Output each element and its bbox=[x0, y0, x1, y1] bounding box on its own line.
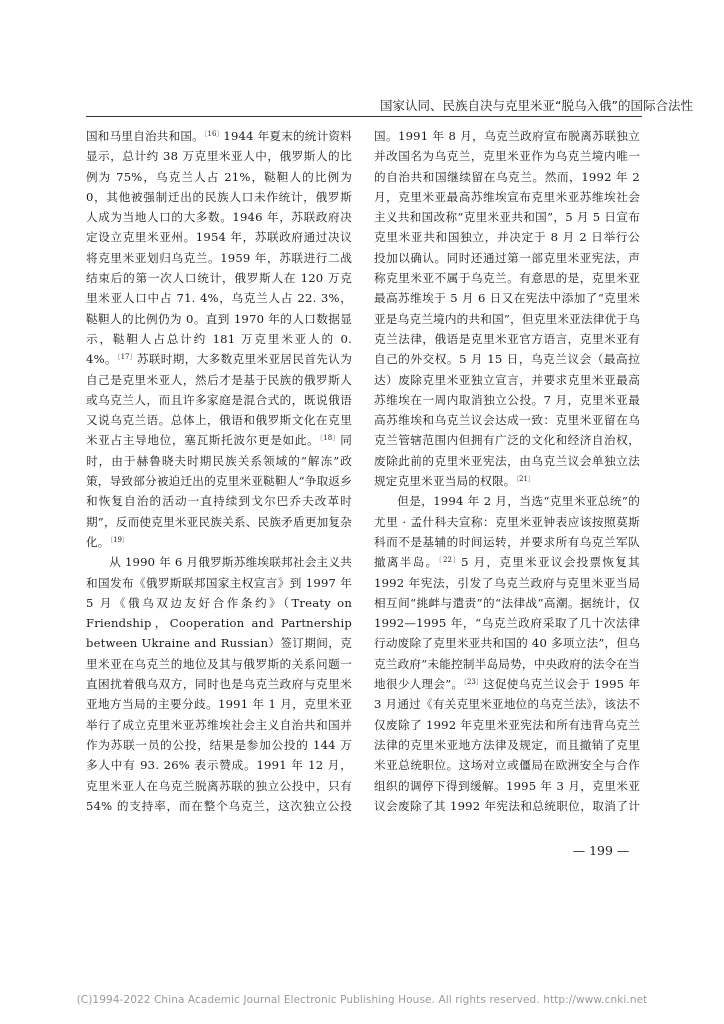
footnote-ref: 〔22〕 bbox=[438, 556, 462, 565]
body-paragraph bbox=[86, 126, 352, 552]
paragraph-text: 这促使乌克兰议会于 1995 年 3 月通过《有关克里米亚地位的乌克兰法》，该法不仅废除了 1992 年克里米亚宪法和所有违背乌克兰法律的克里米亚地方法律及规定，而且撤销了克里米亚总统职位。这场对立或僵局在欧洲安全与合作组织的调停下得到缓解。1995 年 3 月，克里米亚议会废除了其 1992 年宪法和总统职位，取消了计 bbox=[374, 677, 640, 813]
paragraph-text: 从 1990 年 6 月俄罗斯苏维埃联邦社会主义共和国发布《俄罗斯联邦国家主权宣言》到 1997 年 5 月《俄乌双边友好合作条约》（Treaty on Friendship，Cooperation and Partnership between Ukraine and Russian）签订期间，克里米亚在乌克兰的地位及其与俄罗斯的关系问题一直困扰着俄乌双方，同时也是乌克兰政府与克里米亚地方当局的主要分歧。1991 年 1 月，克里米亚举行了成立克里米亚苏维埃社会主义自治共和国并作为苏联一员的公投，结果是参加公投的 144 万多人中有 93. 26% 表示赞成。1991 年 12 月，克里米亚人在乌克兰脱离苏联的独立公投中，只有 54% 的支持率，而在整个乌克兰，这次独立公投 bbox=[86, 555, 352, 813]
paragraph-text: 但是，1994 年 2 月，当选“克里米亚总统”的尤里 · 孟什科夫宣称：克里米亚钟表应该按照莫斯科而不是基辅的时间运转，并要求所有乌克兰军队撤离半岛。 bbox=[374, 494, 640, 570]
paragraph-text: 同时，由于赫鲁晓夫时期民族关系领域的“解冻”政策，导致部分被迫迁出的克里米亚鞑靼人“争取返乡和恢复自治的活动一直持续到戈尔巴乔夫改革时期”，反而使克里米亚民族关系、民族矛盾更加复杂化。 bbox=[86, 433, 352, 549]
footnote-ref: 〔21〕 bbox=[515, 475, 535, 484]
body-paragraph bbox=[86, 552, 352, 816]
body-paragraph bbox=[374, 491, 640, 816]
paragraph-text: 1944 年夏末的统计资料显示，总计约 38 万克里米亚人中，俄罗斯人的比例为 75%，乌克兰人占 21%，鞑靼人的比例为 0，其他被强制迁出的民族人口未作统计，俄罗斯人成为当地人口的大多数。1946 年，苏联政府决定设立克里米亚州。1954 年，苏联政府通过决议将克里米亚划归乌克兰。1959 年，苏联进行二战结束后的第一次人口统计，俄罗斯人在 120 万克里米亚人口中占 71. 4%，乌克兰人占 22. 3%，鞑靼人的比例仍为 0。直到 1970 年的人口数据显示，鞑靼人占总计约 181 万克里米亚人的 0. 4%。 bbox=[86, 129, 352, 367]
header-rule bbox=[86, 116, 642, 117]
running-title: 国家认同、民族自决与克里米亚“脱乌入俄”的国际合法性 bbox=[380, 98, 693, 113]
body-paragraph bbox=[374, 126, 640, 491]
footnote-ref: 〔23〕 bbox=[463, 678, 484, 687]
left-column bbox=[86, 126, 352, 816]
paragraph-text: 苏联时期，大多数克里米亚居民首先认为自己是克里米亚人，然后才是基于民族的俄罗斯人或乌克兰人，而且许多家庭是混合式的，既说俄语又说乌克兰语。总体上，俄语和俄罗斯文化在克里米亚占主导地位，塞瓦斯托波尔更是如此。 bbox=[86, 352, 352, 448]
footnote-ref: 〔18〕 bbox=[319, 434, 341, 443]
paragraph-text: 国和马里自治共和国。 bbox=[86, 129, 204, 143]
footnote-ref: 〔19〕 bbox=[109, 535, 130, 544]
right-column bbox=[374, 126, 640, 816]
page-number: — 199 — bbox=[572, 843, 630, 858]
paragraph-text: 5 月，克里米亚议会投票恢复其 1992 年宪法，引发了乌克兰政府与克里米亚当局相互间“挑衅与遣责”的“法律战”高潮。据统计，仅 1992—1995 年，“乌克兰政府采取了几十次法律行动废除了克里米亚共和国的 40 多项立法”，但乌克兰政府“未能控制半岛局势，中央政府的法令在当地很少人理会”。 bbox=[374, 555, 640, 692]
footnote-ref: 〔16〕 bbox=[203, 130, 224, 138]
paragraph-text: 国。1991 年 8 月，乌克兰政府宣布脱离苏联独立并改国名为乌克兰，克里米亚作为乌克兰境内唯一的自治共和国继续留在乌克兰。然而，1992 年 2 月，克里米亚最高苏维埃宣布克里米亚苏维埃社会主义共和国改称“克里米亚共和国”，5 月 5 日宣布克里米亚共和国独立，并决定于 8 月 2 日举行公投加以确认。同时还通过第一部克里米亚宪法，声称克里米亚不属于乌克兰。有意思的是，克里米亚最高苏维埃于 5 月 6 日又在宪法中添加了“克里米亚是乌克兰境内的共和国”，但克里米亚法律优于乌克兰法律，俄语是克里米亚官方语言，克里米亚有自己的外交权。5 月 15 日，乌克兰议会（最高拉达）废除克里米亚独立宣言，并要求克里米亚最高苏维埃在一周内取消独立公投。7 月，克里米亚最高苏维埃和乌克兰议会达成一致：克里米亚留在乌克兰管辖范围内但拥有广泛的文化和经济自治权，废除此前的克里米亚宪法，由乌克兰议会单独立法规定克里米亚当局的权限。 bbox=[374, 129, 640, 489]
copyright-footer: (C)1994-2022 China Academic Journal Electronic Publishing House. All rights reserved. http://www.cnki.net bbox=[76, 994, 648, 1006]
footnote-ref: 〔17〕 bbox=[116, 353, 137, 362]
